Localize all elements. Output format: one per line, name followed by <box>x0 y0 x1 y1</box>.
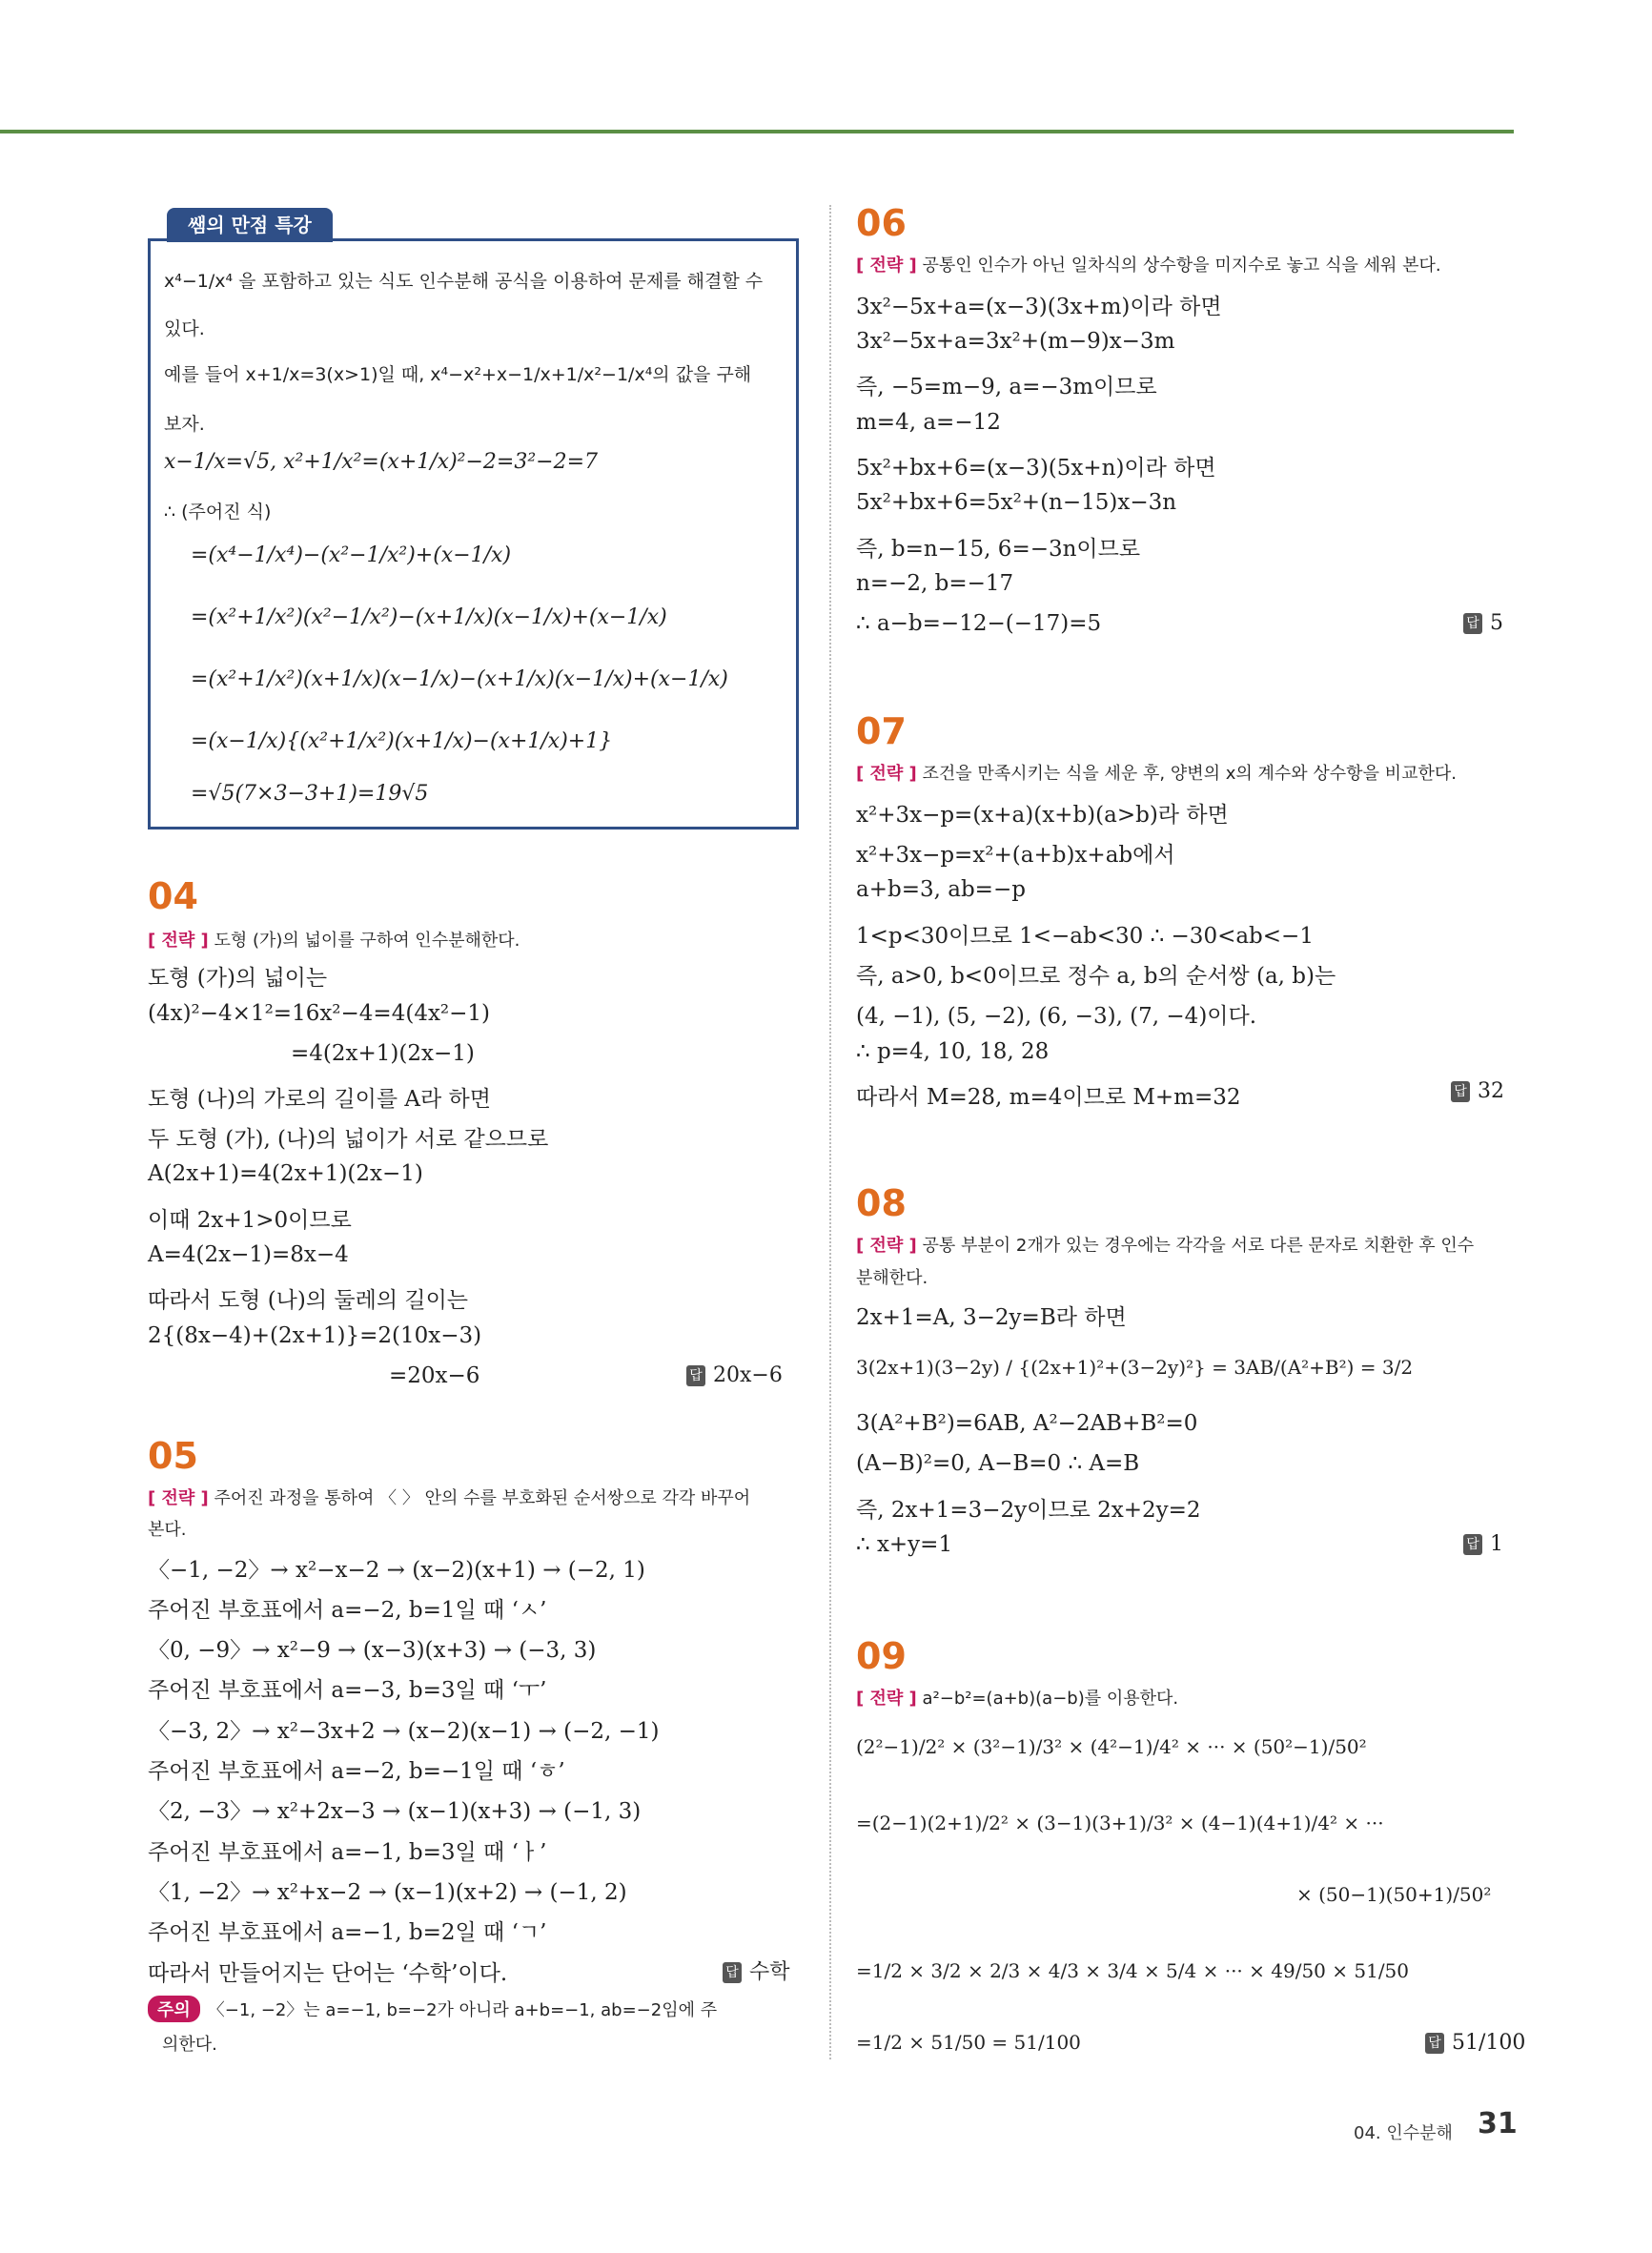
strategy-text: 공통 부분이 2개가 있는 경우에는 각각을 서로 다른 문자로 치환한 후 인수 <box>922 1236 1475 1256</box>
solution-line: 5x²+bx+6=5x²+(n−15)x−3n <box>856 490 1177 515</box>
solution-line: =20x−6 <box>389 1363 480 1388</box>
tip-math: =(x−1/x){(x²+1/x²)(x+1/x)−(x+1/x)+1} <box>191 729 613 753</box>
solution-line: 〈0, −9〉→ x²−9 → (x−3)(x+3) → (−3, 3) <box>148 1638 597 1663</box>
solution-line: 따라서 도형 (나)의 둘레의 길이는 <box>148 1288 469 1313</box>
strategy-tag: [ 전략 ] <box>856 256 917 276</box>
strategy-04 <box>148 927 520 952</box>
tip-math: =(x⁴−1/x⁴)−(x²−1/x²)+(x−1/x) <box>191 543 512 567</box>
answer-09 <box>1425 2031 1525 2055</box>
problem-number-05: 05 <box>148 1435 198 1477</box>
solution-line: 따라서 M=28, m=4이므로 M+m=32 <box>856 1085 1241 1110</box>
solution-line: =1/2 × 3/2 × 2/3 × 4/3 × 3/4 × 5/4 × ··· × 49/50 × 51/50 <box>856 1959 1410 1982</box>
solution-line: 2x+1=A, 3−2y=B라 하면 <box>856 1305 1127 1330</box>
strategy-tag: [ 전략 ] <box>856 764 917 784</box>
solution-line: 도형 (나)의 가로의 길이를 A라 하면 <box>148 1087 491 1112</box>
tip-line: x⁴−1/x⁴ 을 포함하고 있는 식도 인수분해 공식을 이용하여 문제를 해결할 수 <box>164 271 764 292</box>
strategy-06 <box>856 252 1441 277</box>
header-rule <box>0 130 1514 133</box>
solution-line: =4(2x+1)(2x−1) <box>291 1041 475 1066</box>
solution-line: 주어진 부호표에서 a=−2, b=1일 때 ‘ㅅ’ <box>148 1598 547 1623</box>
tip-line: ∴ (주어진 식) <box>164 502 272 522</box>
strategy-09 <box>856 1685 1178 1710</box>
solution-line: 3(A²+B²)=6AB, A²−2AB+B²=0 <box>856 1411 1198 1436</box>
answer-06 <box>1463 611 1503 635</box>
answer-icon: 답 <box>1451 1081 1470 1102</box>
chapter-label: 04. 인수분해 <box>1354 2123 1453 2143</box>
solution-line: 주어진 부호표에서 a=−3, b=3일 때 ‘ㅜ’ <box>148 1678 547 1703</box>
solution-line: 주어진 부호표에서 a=−1, b=3일 때 ‘ㅏ’ <box>148 1840 547 1865</box>
caution-badge: 주의 <box>148 1996 200 2022</box>
solution-line: 따라서 만들어지는 단어는 ‘수학’이다. <box>148 1961 508 1986</box>
strategy-text: 공통인 인수가 아닌 일차식의 상수항을 미지수로 놓고 식을 세워 본다. <box>922 256 1441 276</box>
solution-line: 2{(8x−4)+(2x+1)}=2(10x−3) <box>148 1323 482 1348</box>
strategy-text: 조건을 만족시키는 식을 세운 후, 양변의 x의 계수와 상수항을 비교한다. <box>922 764 1457 784</box>
strategy-05 <box>148 1485 750 1509</box>
solution-line: ∴ a−b=−12−(−17)=5 <box>856 611 1102 636</box>
answer-05 <box>723 1956 790 1985</box>
solution-line: 〈1, −2〉→ x²+x−2 → (x−1)(x+2) → (−1, 2) <box>148 1880 627 1905</box>
solution-line: 도형 (가)의 넓이는 <box>148 966 328 991</box>
solution-line: (2²−1)/2² × (3²−1)/3² × (4²−1)/4² × ··· × (50²−1)/50² <box>856 1735 1367 1758</box>
solution-line: x²+3x−p=x²+(a+b)x+ab에서 <box>856 843 1175 868</box>
answer-08 <box>1463 1532 1503 1556</box>
answer-04 <box>686 1363 783 1387</box>
problem-number-08: 08 <box>856 1182 907 1224</box>
answer-icon: 답 <box>686 1365 705 1386</box>
solution-line: A(2x+1)=4(2x+1)(2x−1) <box>148 1161 423 1186</box>
solution-line: 3x²−5x+a=(x−3)(3x+m)이라 하면 <box>856 295 1222 319</box>
tip-line: 예를 들어 x+1/x=3(x>1)일 때, x⁴−x²+x−1/x+1/x²−1/x⁴의 값을 구해 <box>164 364 752 385</box>
answer-icon: 답 <box>1425 2033 1444 2054</box>
tip-math: =(x²+1/x²)(x+1/x)(x−1/x)−(x+1/x)(x−1/x)+(x−1/x) <box>191 667 728 691</box>
answer-icon: 답 <box>1463 613 1482 634</box>
caution-text: 〈−1, −2〉는 a=−1, b=−2가 아니라 a+b=−1, ab=−2임에 주 <box>207 2000 718 2020</box>
strategy-tag: [ 전략 ] <box>856 1236 917 1256</box>
answer-value: 20x−6 <box>713 1363 783 1387</box>
tip-tab: 쌤의 만점 특강 <box>167 208 333 242</box>
page-number: 31 <box>1478 2107 1518 2140</box>
problem-number-09: 09 <box>856 1635 907 1677</box>
strategy-07 <box>856 760 1457 785</box>
solution-line: (4, −1), (5, −2), (6, −3), (7, −4)이다. <box>856 1004 1257 1029</box>
solution-line: 〈2, −3〉→ x²+2x−3 → (x−1)(x+3) → (−1, 3) <box>148 1799 642 1824</box>
strategy-tag: [ 전략 ] <box>148 931 209 951</box>
solution-line: 이때 2x+1>0이므로 <box>148 1208 352 1233</box>
solution-line: ∴ x+y=1 <box>856 1532 953 1557</box>
tip-math: x−1/x=√5, x²+1/x²=(x+1/x)²−2=3²−2=7 <box>164 450 599 474</box>
solution-line: (A−B)²=0, A−B=0 ∴ A=B <box>856 1451 1140 1476</box>
solution-line: x²+3x−p=(x+a)(x+b)(a>b)라 하면 <box>856 803 1229 828</box>
problem-number-06: 06 <box>856 202 907 244</box>
solution-line: 〈−1, −2〉→ x²−x−2 → (x−2)(x+1) → (−2, 1) <box>148 1558 645 1583</box>
solution-line: × (50−1)(50+1)/50² <box>1296 1883 1492 1906</box>
caution-note <box>148 1996 717 2022</box>
answer-value: 1 <box>1490 1532 1503 1556</box>
solution-line: 즉, −5=m−9, a=−3m이므로 <box>856 375 1157 399</box>
solution-line: 주어진 부호표에서 a=−1, b=2일 때 ‘ㄱ’ <box>148 1920 547 1945</box>
tip-line: 있다. <box>164 318 205 339</box>
solution-line: 5x²+bx+6=(x−3)(5x+n)이라 하면 <box>856 456 1216 481</box>
strategy-tag: [ 전략 ] <box>856 1689 917 1709</box>
solution-line: ∴ p=4, 10, 18, 28 <box>856 1039 1050 1064</box>
tip-math: =(x²+1/x²)(x²−1/x²)−(x+1/x)(x−1/x)+(x−1/x) <box>191 605 667 629</box>
tip-line: 보자. <box>164 414 205 435</box>
strategy-text: a²−b²=(a+b)(a−b)를 이용한다. <box>922 1689 1179 1709</box>
solution-line: A=4(2x−1)=8x−4 <box>148 1242 349 1267</box>
caution-note-cont: 의한다. <box>162 2035 217 2055</box>
solution-line: a+b=3, ab=−p <box>856 877 1026 902</box>
solution-line: =1/2 × 51/50 = 51/100 <box>856 2031 1081 2054</box>
strategy-08-cont: 분해한다. <box>856 1268 928 1288</box>
solution-line: 3(2x+1)(3−2y) / {(2x+1)²+(3−2y)²} = 3AB/(A²+B²) = 3/2 <box>856 1356 1414 1379</box>
strategy-tag: [ 전략 ] <box>148 1488 209 1508</box>
answer-icon: 답 <box>723 1962 742 1983</box>
solution-line: n=−2, b=−17 <box>856 571 1014 596</box>
answer-value: 32 <box>1478 1079 1504 1103</box>
strategy-text: 도형 (가)의 넓이를 구하여 인수분해한다. <box>214 931 520 951</box>
problem-number-04: 04 <box>148 875 198 917</box>
solution-line: 즉, a>0, b<0이므로 정수 a, b의 순서쌍 (a, b)는 <box>856 964 1336 989</box>
strategy-text: 주어진 과정을 통하여 〈 〉 안의 수를 부호화된 순서쌍으로 각각 바꾸어 <box>214 1488 751 1508</box>
answer-07 <box>1451 1079 1504 1103</box>
solution-line: 즉, 2x+1=3−2y이므로 2x+2y=2 <box>856 1498 1201 1523</box>
column-divider <box>829 205 831 2059</box>
answer-value: 51/100 <box>1452 2031 1526 2055</box>
answer-value: 수학 <box>749 1960 790 1984</box>
solution-line: (4x)²−4×1²=16x²−4=4(4x²−1) <box>148 1001 491 1026</box>
solution-line: 즉, b=n−15, 6=−3n이므로 <box>856 537 1141 562</box>
answer-value: 5 <box>1490 611 1503 635</box>
strategy-05-cont: 본다. <box>148 1520 187 1540</box>
solution-line: 두 도형 (가), (나)의 넓이가 서로 같으므로 <box>148 1127 549 1152</box>
problem-number-07: 07 <box>856 710 907 752</box>
solution-line: m=4, a=−12 <box>856 410 1001 435</box>
answer-icon: 답 <box>1463 1534 1482 1555</box>
strategy-08 <box>856 1232 1474 1257</box>
tip-math: =√5(7×3−3+1)=19√5 <box>191 782 429 806</box>
solution-line: 주어진 부호표에서 a=−2, b=−1일 때 ‘ㅎ’ <box>148 1759 565 1784</box>
solution-line: 3x²−5x+a=3x²+(m−9)x−3m <box>856 329 1175 354</box>
solution-line: 〈−3, 2〉→ x²−3x+2 → (x−2)(x−1) → (−2, −1) <box>148 1719 660 1744</box>
solution-line: =(2−1)(2+1)/2² × (3−1)(3+1)/3² × (4−1)(4+1)/4² × ··· <box>856 1812 1384 1834</box>
solution-line: 1<p<30이므로 1<−ab<30 ∴ −30<ab<−1 <box>856 924 1314 949</box>
